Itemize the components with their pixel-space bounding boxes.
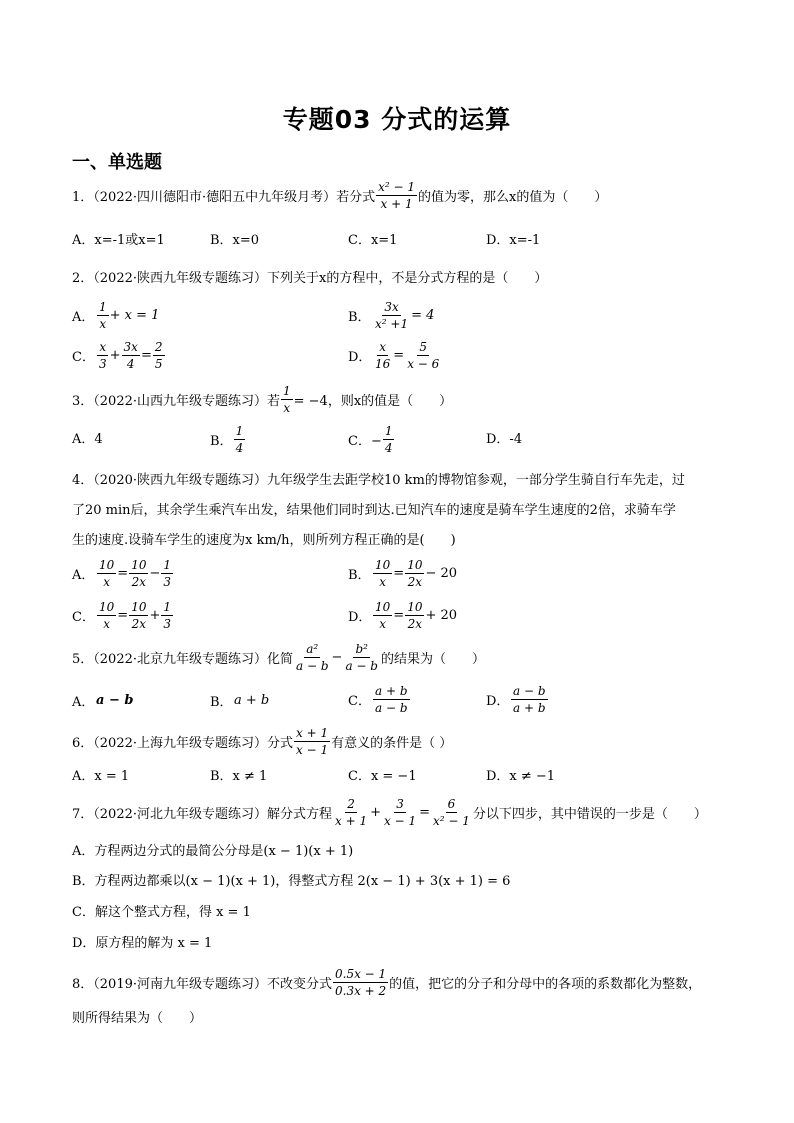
q2a-fraction [97,300,109,331]
frac-denominator: x [379,575,387,589]
frac-numerator: 1 [235,424,244,438]
frac-numerator: 10 [131,558,147,572]
frac-denominator: 2x [407,575,423,589]
frac-numerator: 10 [407,558,423,572]
operator: = [393,348,405,363]
frac-denominator: a + b [513,701,546,715]
q3-option-b[interactable] [210,424,246,455]
operator: − [331,650,343,665]
q1-option-d[interactable]: D．x=-1 [486,233,541,248]
q5-option-c[interactable] [348,684,411,715]
frac-denominator: x [99,317,107,331]
frac-numerator: x + 1 [296,726,329,740]
frac-numerator: 10 [99,558,115,572]
q6-option-b[interactable]: B．x ≠ 1 [210,769,268,784]
question-4-line-3: 生的速度.设骑车学生的速度为x km/h，则所列方程正确的是( ) [72,533,456,548]
q7-option-c[interactable]: C．解这个整式方程，得 x = 1 [72,905,251,920]
question-6-stem [72,726,452,757]
frac-numerator: 6 [447,797,456,811]
frac-numerator: a − b [513,684,546,698]
section-heading: 一、单选题 [72,152,162,173]
fraction [373,600,392,631]
q3-option-a[interactable]: A．4 [72,432,103,447]
option-label: B． [348,568,371,583]
frac-denominator: a − b [375,701,408,715]
q2b-fraction [373,300,410,331]
q1-option-a[interactable]: A．x=-1或x=1 [72,233,165,248]
frac-denominator: x [103,575,111,589]
frac-denominator: x − 1 [296,743,329,757]
frac-denominator: 3 [163,575,172,589]
fraction [294,726,330,757]
operator: = [393,566,405,581]
question-7-prefix: 7．（2022·河北九年级专题练习）解分式方程 [72,807,332,822]
option-rest: + 20 [425,608,458,623]
frac-numerator: 1 [163,600,172,614]
q2d-fraction-1 [373,340,392,371]
question-1-fraction [376,180,417,211]
fraction [129,558,148,589]
q2d-fraction-2 [405,340,441,371]
frac-denominator: x − 1 [384,814,417,828]
frac-numerator: b² [355,642,368,656]
question-5-stem [72,642,485,673]
fraction [382,797,418,828]
q2c-fraction-1 [97,340,109,371]
fraction [129,600,148,631]
question-7-stem [72,797,707,828]
frac-denominator: x² − 1 [433,814,470,828]
option-label: B． [210,434,233,449]
q2-option-d[interactable] [348,340,442,371]
option-label: C． [72,350,95,365]
fraction [294,642,331,673]
frac-numerator: 3x [384,300,399,314]
frac-denominator: x − 6 [407,357,440,371]
frac-numerator: 10 [131,600,147,614]
q5-option-b[interactable] [210,691,269,710]
operator: = [117,608,129,623]
question-1-stem [72,180,607,211]
q6-option-d[interactable]: D．x ≠ −1 [486,769,556,784]
option-label: B． [210,695,233,710]
q2-option-c[interactable] [72,340,166,371]
question-7-suffix: 分以下四步，其中错误的一步是（ ） [472,807,707,822]
frac-numerator: 10 [375,600,391,614]
q3-option-c[interactable] [348,424,395,455]
q2-option-b[interactable] [348,300,434,331]
operator: = [419,805,430,820]
fraction [405,558,424,589]
q6-option-a[interactable]: A．x = 1 [72,769,130,784]
q5-option-a[interactable] [72,691,133,710]
q2a-rest: + x = 1 [109,308,160,323]
frac-denominator: 4 [126,357,135,371]
fraction [97,558,116,589]
question-1-suffix: 的值为零，那么x的值为（ ） [418,190,608,205]
operator: = [140,348,152,363]
frac-denominator: 3 [163,617,172,631]
question-3-prefix: 3．（2022·山西九年级专题练习）若 [72,394,280,409]
frac-numerator: 2 [154,340,163,354]
operator: + [109,348,121,363]
frac-numerator: x² − 1 [378,180,416,194]
fraction [161,600,173,631]
option-label: B． [348,310,371,325]
option-label: A． [72,568,95,583]
option-value: a − b [96,693,134,708]
q6-option-c[interactable]: C．x = −1 [348,769,417,784]
question-6-prefix: 6．（2022·上海九年级专题练习）分式 [72,736,293,751]
frac-denominator: a − b [345,659,378,673]
q4-option-d[interactable] [348,600,457,631]
q3c-fraction [383,424,395,455]
frac-denominator: 2x [131,575,147,589]
frac-denominator: 5 [154,357,163,371]
frac-numerator: 5 [419,340,428,354]
q4-option-a[interactable] [72,558,174,589]
frac-numerator: 10 [375,558,391,572]
question-1-prefix: 1．（2022·四川德阳市·德阳五中九年级月考）若分式 [72,190,376,205]
page-title: 专题03 分式的运算 [282,105,512,134]
option-value: a + b [234,693,270,708]
q1-option-c[interactable]: C．x=1 [348,233,398,248]
option-label: D． [348,350,372,365]
operator: = [393,608,405,623]
frac-denominator: 16 [375,357,391,371]
frac-numerator: x [99,340,107,354]
frac-numerator: 1 [384,424,393,438]
frac-denominator: a − b [296,659,329,673]
operator: = [117,566,129,581]
fraction [373,684,410,715]
operator: + [149,608,161,623]
option-label: C．− [348,434,382,449]
question-5-prefix: 5．（2022·北京九年级专题练习）化简 [72,652,293,667]
q7-option-a[interactable]: A．方程两边分式的最简公分母是(x − 1)(x + 1) [72,844,354,859]
question-8-prefix: 8．（2019·河南九年级专题练习）不改变分式 [72,977,332,992]
frac-numerator: 1 [283,384,291,398]
question-4-line-2: 了20 min后，其余学生乘汽车出发，结果他们同时到达.已知汽车的速度是骑车学生速度的2倍，求骑车学 [72,503,676,518]
question-8-suffix: 的值，把它的分子和分母中的各项的系数都化为整数， [389,977,702,992]
frac-denominator: 0.3x + 2 [335,984,387,998]
q7-option-d[interactable]: D．原方程的解为 x = 1 [72,936,213,951]
option-label: D． [486,694,510,709]
question-2-stem: 2．（2022·陕西九年级专题练习）下列关于x的方程中，不是分式方程的是（ ） [72,271,548,286]
frac-numerator: 10 [407,600,423,614]
frac-numerator: 2 [347,797,355,811]
frac-numerator: 0.5x − 1 [335,967,387,981]
frac-numerator: 3 [396,797,404,811]
frac-denominator: 4 [235,441,244,455]
frac-denominator: 4 [384,441,393,455]
frac-denominator: 2x [407,617,423,631]
question-6-suffix: 有意义的条件是（ ） [331,736,453,751]
frac-numerator: 10 [99,600,115,614]
fraction [333,797,369,828]
q4-option-b[interactable] [348,558,457,589]
option-rest: − 20 [425,566,458,581]
q2-option-a[interactable] [72,300,159,331]
question-8-line-2: 则所得结果为（ ） [72,1011,203,1026]
frac-numerator: a² [306,642,319,656]
q3b-fraction [234,424,246,455]
fraction [373,558,392,589]
frac-denominator: 2x [131,617,147,631]
fraction [343,642,380,673]
q5-option-d[interactable] [486,684,549,715]
frac-denominator: x [379,617,387,631]
q4-option-c[interactable] [72,600,174,631]
frac-denominator: x² +1 [375,317,409,331]
question-3-stem [72,384,452,415]
fraction [511,684,548,715]
option-label: C． [72,610,95,625]
question-4-line-1: 4．（2020·陕西九年级专题练习）九年级学生去距学校10 km的博物馆参观，一部分学生骑自行车先走，过 [72,473,685,488]
frac-denominator: x + 1 [335,814,368,828]
q1-option-b[interactable]: B．x=0 [210,233,260,248]
q2b-rest: = 4 [411,308,435,323]
q2c-fraction-3 [153,340,165,371]
option-label: D． [348,610,372,625]
question-3-suffix: = −4，则x的值是（ ） [293,394,453,409]
option-label: A． [72,695,95,710]
fraction [405,600,424,631]
question-3-fraction [281,384,293,415]
fraction [431,797,472,828]
frac-numerator: 1 [163,558,172,572]
question-5-suffix: 的结果为（ ） [380,652,485,667]
frac-numerator: x [379,340,387,354]
frac-numerator: 1 [99,300,107,314]
frac-numerator: 3x [123,340,138,354]
q7-option-b[interactable]: B．方程两边都乘以(x − 1)(x + 1)，得整式方程 2(x − 1) + 3(x + 1) = 6 [72,874,511,889]
option-label: C． [348,694,371,709]
q3-option-d[interactable]: D．-4 [486,432,523,447]
operator: − [149,566,161,581]
option-label: A． [72,310,95,325]
question-8-stem [72,967,701,998]
frac-denominator: x + 1 [380,197,413,211]
operator: + [370,805,381,820]
q2c-fraction-2 [122,340,140,371]
frac-denominator: x [283,401,291,415]
frac-denominator: x [103,617,111,631]
frac-denominator: 3 [99,357,107,371]
frac-numerator: a + b [375,684,408,698]
fraction [161,558,173,589]
fraction [333,967,388,998]
fraction [97,600,116,631]
